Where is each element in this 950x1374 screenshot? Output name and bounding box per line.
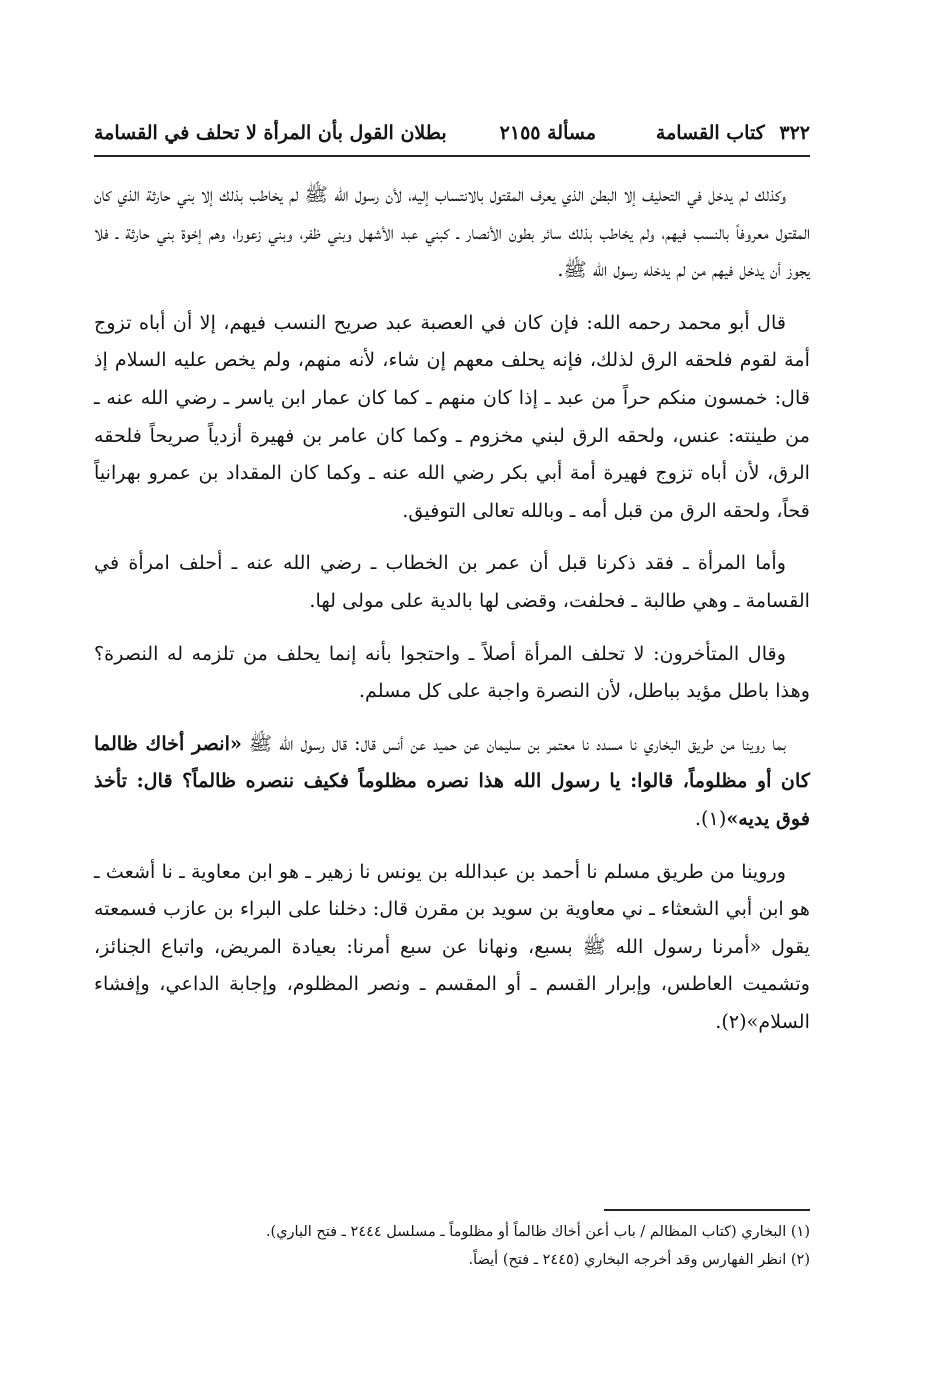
paragraph-text: وأما المرأة ـ فقد ذكرنا قبل أن عمر بن الخطاب ـ رضي الله عنه ـ أحلف امرأة في القسامة ـ وهي طالبة ـ فحلفت، وقضى لها بالدية على مولى لها.	[94, 551, 810, 612]
paragraph	[94, 853, 810, 1041]
page-number: ٣٢٢	[779, 122, 810, 144]
hadith-quote: «انصر أخاك ظالما كان أو مظلوماً، قالوا: يا رسول الله هذا نصره مظلوماً فكيف ننصره ظالماً؟ قال: تأخذ فوق يديه»	[94, 731, 810, 830]
footnote-marker: (١).	[694, 806, 727, 830]
book-title: كتاب القسامة	[655, 122, 765, 144]
paragraph	[94, 725, 810, 838]
paragraph-text: قال أبو محمد رحمه الله: فإن كان في العصبة عبد صريح النسب فيهم، إلا أن أباه تزوج أمة لقوم فلحقه الرق لذلك، فإنه يحلف معهم إن شاء، لأنه منهم، ولم يخص عليه السلام إذ قال: خمسون منكم حراً من عبد ـ إذا كان منهم ـ كما كان عمار ابن ياسر ـ رضي الله عنه ـ من طينته: عنس، ولحقه الرق لبني مخزوم ـ وكما كان عامر بن فهيرة أزدياً صريحاً فلحقه الرق، لأن أباه تزوج فهيرة أمة أبي بكر رضي الله عنه ـ وكما كان المقداد بن عمرو بهرانياً قحاً، ولحقه الرق من قبل أمه ـ وبالله تعالى التوفيق.	[94, 310, 810, 522]
paragraph-text: وروينا من طريق مسلم نا أحمد بن عبدالله بن يونس نا زهير ـ هو ابن معاوية ـ نا أشعث ـ هو ابن أبي الشعثاء ـ ني معاوية بن سويد بن مقرن قال: دخلنا على البراء بن عازب فسمعته يقول «أمرنا رسول الله ﷺ بسبع، ونهانا عن سبع أمرنا: بعيادة المريض، واتباع الجنائز، وتشميت العاطس، وإبرار القسم ـ أو المقسم ـ ونصر المظلوم، وإجابة الداعي، وإفشاء السلام»(٢).	[94, 859, 810, 1033]
header-divider	[94, 155, 810, 157]
paragraph-text: بما روينا من طريق البخاري نا مسدد نا معتمر بن سليمان عن حميد عن أنس قال: قال رسول الله ﷺ	[241, 731, 786, 755]
paragraph	[94, 635, 810, 710]
footnote: (١) البخاري (كتاب المظالم / باب أعن أخاك ظالماً أو مظلوماً ـ مسلسل ٢٤٤٤ ـ فتح الباري).	[265, 1224, 810, 1240]
footnotes	[94, 1218, 810, 1274]
paragraph-text: وقال المتأخرون: لا تحلف المرأة أصلاً ـ واحتجوا بأنه إنما يحلف من تلزمه له النصرة؟ وهذا باطل مؤيد بباطل، لأن النصرة واجبة على كل مسلم.	[94, 641, 810, 703]
paragraph	[94, 176, 810, 289]
footnote: (٢) انظر الفهارس وقد أخرجه البخاري (٢٤٤٥ ـ فتح) أيضاً.	[468, 1252, 810, 1268]
footnote-divider	[604, 1209, 810, 1211]
paragraph	[94, 544, 810, 619]
paragraph	[94, 304, 810, 530]
running-header	[94, 118, 810, 152]
paragraph-text: وكذلك لم يدخل في التحليف إلا البطن الذي يعرف المقتول بالانتساب إليه، لأن رسول الله ﷺ لم يخاطب بذلك إلا بني حارثة الذي كان المقتول معروفاً بالنسب فيهم، ولم يخاطب بذلك سائر بطون الأنصار ـ كبني عبد الأشهل وبني ظفر، وبني زعورا، وهم إخوة بني حارثة ـ فلا يجوز أن يدخل فيهم من لم يدخله رسول الله ﷺ.	[94, 183, 811, 282]
header-book	[656, 122, 810, 144]
section-topic: بطلان القول بأن المرأة لا تحلف في القسامة	[94, 122, 447, 144]
issue-number: مسألة ٢١٥٥	[499, 122, 596, 144]
main-text	[94, 176, 810, 1053]
